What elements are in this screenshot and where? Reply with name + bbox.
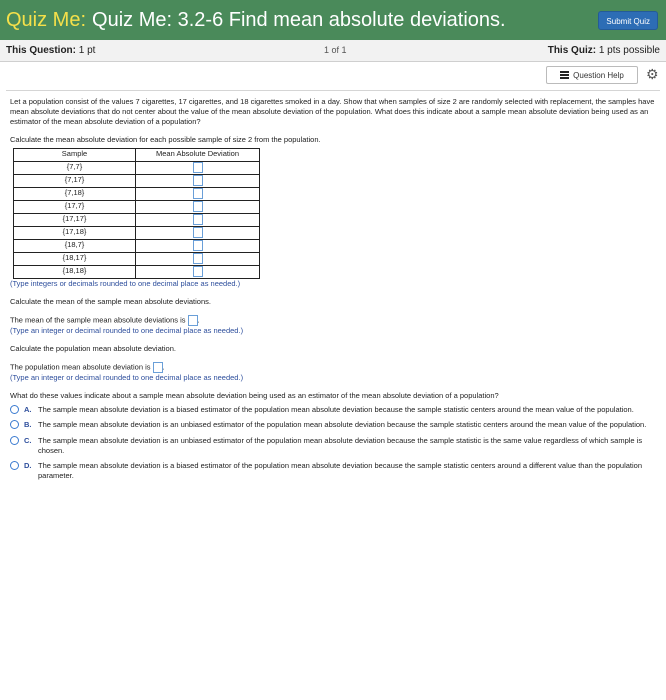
radio-button[interactable] [10,420,19,429]
question-help-button[interactable] [546,66,638,84]
choice-option[interactable] [10,436,656,456]
choice-text: The sample mean absolute deviation is an unbiased estimator of the population mean absolute deviation because the sample statistic is the same value regardless of which sample is chosen. [38,435,643,455]
sample-cell: {18,18} [14,265,136,278]
choice-text: The sample mean absolute deviation is a biased estimator of the population mean absolute deviation because the sample statistic centers around the mean value of the population. [38,405,634,415]
sample-cell: {7,17} [14,174,136,187]
choice-option[interactable] [10,420,656,430]
table-row [14,213,260,226]
gear-icon[interactable]: ⚙ [646,66,659,82]
table-row [14,252,260,265]
mad-cell [136,252,260,265]
quiz-points-label: This Quiz: [547,45,597,56]
answer-choices [10,405,656,481]
mad-answer-input[interactable] [193,188,203,199]
mean-note: (Type an integer or decimal rounded to one decimal place as needed.) [10,325,244,335]
population-note: (Type an integer or decimal rounded to one decimal place as needed.) [10,373,244,382]
mad-answer-input[interactable] [193,227,203,238]
submit-quiz-button[interactable]: Submit Quiz [598,11,658,30]
table-row [14,239,260,252]
mad-answer-input[interactable] [193,162,203,173]
col-header-mad: Mean Absolute Deviation [136,148,260,161]
choice-text: The sample mean absolute deviation is a biased estimator of the population mean absolute deviation because the sample statistic centers around a different value than the population parameter. [38,460,642,480]
choice-letter: B. [24,420,32,430]
header-bar [0,0,666,40]
samples-table [13,148,260,279]
mad-answer-input[interactable] [193,266,203,277]
mad-cell [136,187,260,200]
table-prompt: Calculate the mean absolute deviation for each possible sample of size 2 from the population. [10,135,321,145]
sample-cell: {17,17} [14,213,136,226]
sample-cell: {18,7} [14,239,136,252]
sample-cell: {17,7} [14,200,136,213]
col-header-sample: Sample [14,148,136,161]
quiz-title: Quiz Me: 3.2-6 Find mean absolute deviations. [92,8,506,31]
question-help-label: Question Help [573,70,624,80]
sample-cell: {17,18} [14,226,136,239]
table-row [14,265,260,278]
divider [6,90,660,91]
mad-cell [136,226,260,239]
population-answer-input[interactable] [153,362,163,373]
radio-button[interactable] [10,405,19,414]
radio-button[interactable] [10,436,19,445]
sample-cell: {7,18} [14,187,136,200]
table-row [14,200,260,213]
mad-cell [136,200,260,213]
question-points-label: This Question: [6,45,76,56]
choice-option[interactable] [10,405,656,415]
choice-option[interactable] [10,461,656,481]
table-note: (Type integers or decimals rounded to one decimal place as needed.) [10,278,241,288]
mean-prompt: Calculate the mean of the sample mean absolute deviations. [10,296,211,306]
table-row [14,226,260,239]
question-content: Let a population consist of the values 7 cigarettes, 17 cigarettes, and 18 cigarettes smoked in a day. Show that when samples of size 2 are randomly selected with replacement, the samples have mean absolute deviations that do not center about the value of the mean absolute deviation of the population. What does this indicate about a sample mean absolute deviation being used as an estimator of the mean absolute deviation of a population? Calculate the mean absolute deviation for each possible sample of size 2 from the population. Sample Mean Absolute Deviation {7,7} {7,17} {7,18} {17,7} {17,17} {17,18} {18,7} {18,17} {18,18} (Type integers or decimals rounded to one decimal place as needed.) Calculate the mean of the sample mean absolute deviations. The mean of the sample mean absolute deviations is . (Type an integer or decimal rounded to one decimal place as needed.) Calculate the population mean absolute deviation. The population mean absolute deviation is . (Type an integer or decimal rounded to one decimal place as needed.) What do these values indicate about a sample mean absolute deviation being used as an estimator of the mean absolute deviation of a population? A. The sample mean absolute deviation is a biased estimator of the population mean absolute deviation because the sample statistic centers around the mean value of the population. B. The sample mean absolute deviation is an unbiased estimator of the population mean absolute deviation because the sample statistic centers around the mean value of the population. C. The sample mean absolute deviation is an unbiased estimator of the population mean absolute deviation because the sample statistic is the same value regardless of which sample is chosen. D. The sample mean absolute deviation is a biased estimator of the population mean absolute deviation because the sample statistic centers around a different value than the population parameter. [10,97,655,480]
mad-answer-input[interactable] [193,240,203,251]
choice-letter: C. [24,435,32,445]
radio-button[interactable] [10,461,19,470]
table-row [14,161,260,174]
question-progress: 1 of 1 [324,45,347,55]
mc-prompt: What do these values indicate about a sample mean absolute deviation being used as an estimator of the mean absolute deviation of a population? [10,391,499,401]
mad-answer-input[interactable] [193,201,203,212]
population-statement: The population mean absolute deviation is [10,362,151,372]
mean-statement: The mean of the sample mean absolute deviations is [10,315,186,325]
choice-letter: A. [24,405,32,415]
question-points-value: 1 pt [78,45,96,56]
sample-cell: {18,17} [14,252,136,265]
table-row [14,174,260,187]
mad-answer-input[interactable] [193,175,203,186]
quiz-points-value: 1 pts possible [598,45,660,56]
mad-answer-input[interactable] [193,253,203,264]
mad-cell [136,161,260,174]
choice-letter: D. [24,460,32,470]
mad-cell [136,265,260,278]
info-bar [0,40,666,62]
mad-cell [136,174,260,187]
table-row [14,187,260,200]
mad-answer-input[interactable] [193,214,203,225]
population-prompt: Calculate the population mean absolute deviation. [10,343,176,353]
list-icon [560,70,569,80]
mad-cell [136,213,260,226]
choice-text: The sample mean absolute deviation is an unbiased estimator of the population mean absolute deviation because the sample statistic centers around the mean value of the population. [38,420,647,430]
mad-cell [136,239,260,252]
mean-answer-input[interactable] [188,315,198,326]
question-intro: Let a population consist of the values 7 cigarettes, 17 cigarettes, and 18 cigarettes smoked in a day. Show that when samples of size 2 are randomly selected with replacement, the samples have mean absolute deviations that do not center about the value of the mean absolute deviation of the population. What does this indicate about a sample mean absolute deviation being used as an estimator of the mean absolute deviation of a population? [10,97,655,127]
quiz-prefix: Quiz Me: [6,8,87,31]
sample-cell: {7,7} [14,161,136,174]
